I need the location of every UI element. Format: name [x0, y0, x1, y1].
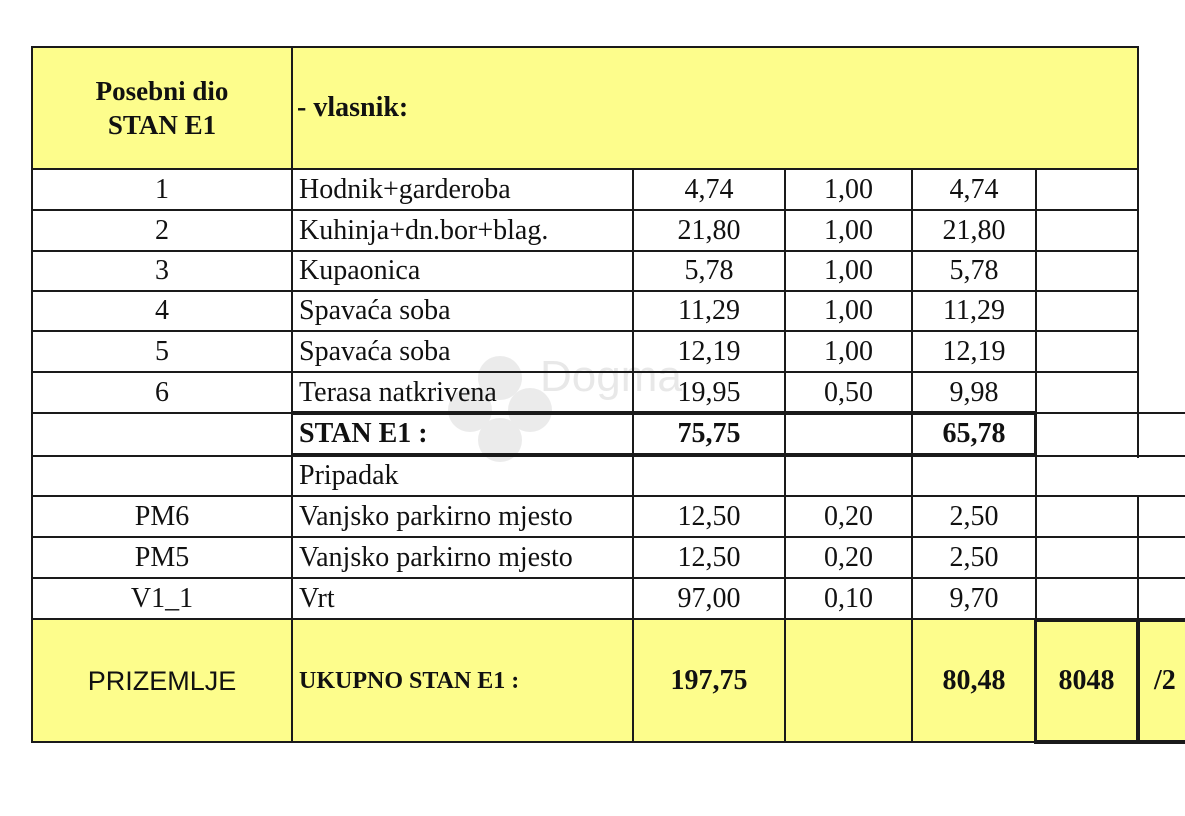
- row-number: 6: [155, 376, 169, 408]
- grid-line: [31, 741, 1185, 743]
- part-header-line1: Posebni dio: [95, 76, 229, 106]
- row-number: 3: [155, 255, 169, 286]
- row-number: PM5: [134, 541, 190, 573]
- row-area: 12,50: [677, 541, 741, 573]
- total-floor: PRIZEMLJE: [87, 665, 237, 696]
- row-area: 12,50: [677, 500, 741, 532]
- row-area: 19,95: [677, 376, 741, 408]
- part-header-line2: STAN E1: [107, 110, 217, 140]
- row-area: 5,78: [684, 255, 734, 286]
- total-share-denominator: /2: [1154, 665, 1176, 696]
- row-area: 11,29: [678, 295, 740, 326]
- row-name: Kupaonica: [299, 255, 421, 286]
- row-net-area: 9,70: [949, 582, 999, 614]
- row-number: V1_1: [130, 582, 194, 614]
- subtotal-net-area: 65,78: [942, 418, 1006, 449]
- part-header: [33, 48, 291, 168]
- appurtenance-label: Pripadak: [299, 460, 399, 491]
- total-net-area: 80,48: [942, 665, 1006, 696]
- owner-label: - vlasnik:: [297, 92, 409, 123]
- grid-line: [1137, 46, 1139, 458]
- total-area: 197,75: [670, 665, 748, 696]
- row-number: PM6: [134, 500, 190, 532]
- grid-line: [31, 618, 1185, 620]
- row-name: Kuhinja+dn.bor+blag.: [299, 214, 549, 246]
- row-name: Vanjsko parkirno mjesto: [299, 541, 573, 573]
- total-box-line: [1034, 740, 1185, 744]
- row-name: Hodnik+garderoba: [299, 173, 511, 205]
- row-name: Vanjsko parkirno mjesto: [299, 500, 573, 532]
- row-net-area: 9,98: [949, 376, 999, 408]
- row-net-area: 2,50: [949, 541, 999, 573]
- row-net-area: 11,29: [943, 295, 1005, 326]
- row-net-area: 12,19: [942, 335, 1006, 367]
- row-coefficient: 0,10: [824, 582, 873, 614]
- row-area: 4,74: [684, 173, 734, 205]
- watermark-text: Dogma: [540, 352, 682, 401]
- row-area: 21,80: [677, 214, 741, 246]
- row-name: Spavaća soba: [299, 335, 451, 367]
- subtotal-area: 75,75: [677, 418, 741, 449]
- total-name: UKUPNO STAN E1 :: [299, 668, 520, 694]
- total-share: 8048: [1058, 665, 1115, 696]
- row-coefficient: 0,20: [824, 500, 873, 532]
- row-name: Terasa natkrivena: [299, 376, 497, 408]
- row-number: 2: [155, 214, 169, 246]
- row-net-area: 4,74: [949, 173, 999, 205]
- row-net-area: 21,80: [942, 214, 1006, 246]
- row-coefficient: 1,00: [824, 335, 873, 367]
- row-net-area: 2,50: [949, 500, 999, 532]
- row-number: 1: [155, 173, 169, 205]
- row-area: 97,00: [677, 582, 741, 614]
- row-number: 4: [155, 295, 169, 326]
- row-coefficient: 0,50: [824, 376, 873, 408]
- row-coefficient: 1,00: [824, 255, 873, 286]
- row-name: Vrt: [299, 582, 335, 614]
- row-net-area: 5,78: [949, 255, 999, 286]
- row-coefficient: 1,00: [824, 295, 873, 326]
- row-name: Spavaća soba: [299, 295, 451, 326]
- row-number: 5: [155, 335, 169, 367]
- row-coefficient: 1,00: [824, 214, 873, 246]
- row-coefficient: 0,20: [824, 541, 873, 573]
- row-coefficient: 1,00: [824, 173, 873, 205]
- subtotal-name: STAN E1 :: [299, 418, 428, 449]
- row-area: 12,19: [677, 335, 741, 367]
